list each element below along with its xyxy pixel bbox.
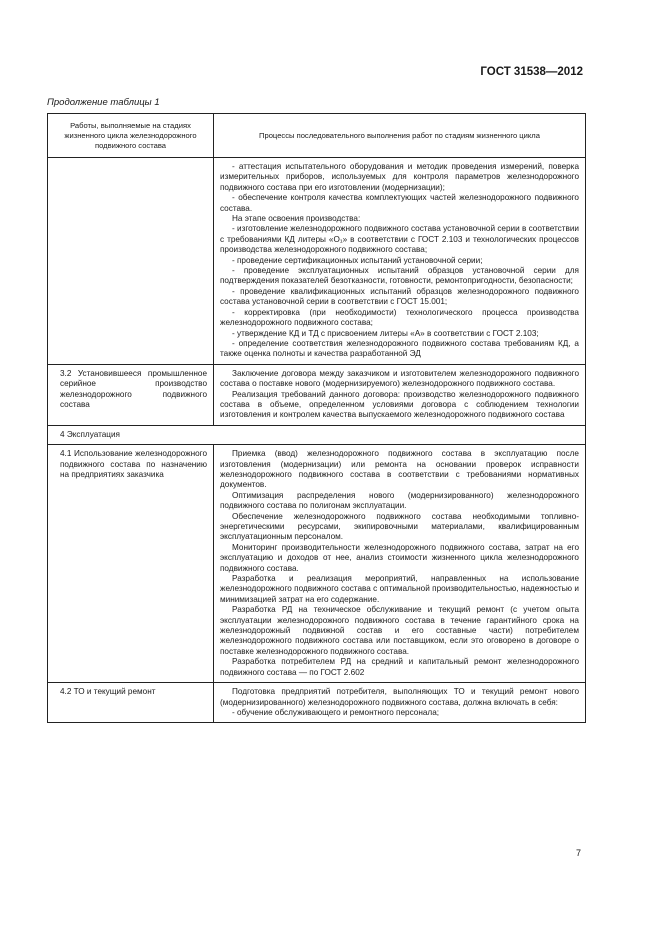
lifecycle-table — [47, 113, 586, 723]
process-paragraph: - утверждение КД и ТД с присвоением литеры «А» в соответствии с ГОСТ 2.103; — [232, 328, 539, 338]
process-paragraph: - изготовление железнодорожного подвижного состава установочной серии в соответствии с требованиями КД литеры «О₁» в соответствии с ГОСТ 2.103 и технологических процессов производства железнодорожного подвижного состава; — [220, 224, 579, 255]
table-row — [48, 683, 586, 723]
process-paragraph: На этапе освоения производства: — [232, 214, 361, 224]
process-cell — [214, 364, 586, 425]
process-cell — [214, 445, 586, 683]
table-continuation-label: Продолжение таблицы 1 — [47, 97, 160, 108]
table-row — [48, 158, 586, 365]
process-cell — [214, 683, 586, 723]
stage-cell: 4.1 Использование железнодорожного подвижного состава по назначению на предприятиях заказчика — [48, 445, 214, 683]
page-number: 7 — [575, 848, 581, 858]
section-title: 4 Эксплуатация — [48, 425, 586, 444]
table-row — [48, 364, 586, 425]
process-paragraph: - проведение квалификационных испытаний образцов железнодорожного подвижного состава установочной серии в соответствии с ГОСТ 15.001; — [220, 286, 579, 307]
process-paragraph: Подготовка предприятий потребителя, выполняющих ТО и текущий ремонт нового (модернизированного) железнодорожного подвижного состава, должна включать в себя: — [220, 687, 579, 707]
process-paragraph: - проведение эксплуатационных испытаний образцов установочной серии для подтверждения показателей безотказности, готовности, ремонтопригодности, безопасности; — [220, 266, 579, 286]
table-row — [48, 445, 586, 683]
stage-cell — [48, 158, 214, 365]
process-paragraph: - обучение обслуживающего и ремонтного персонала; — [232, 707, 440, 717]
process-paragraph: - корректировка (при необходимости) технологического процесса производства железнодорожного подвижного состава; — [220, 307, 579, 328]
process-paragraph: - проведение сертификационных испытаний установочной серии; — [232, 255, 483, 265]
process-paragraph: Приемка (ввод) железнодорожного подвижного состава в эксплуатацию после изготовления (модернизации) или ремонта на основании проверок исправности железнодорожного подвижного состава в соответствии с требованиями нормативных документов. — [220, 449, 579, 490]
process-paragraph: Разработка РД на техническое обслуживание и текущий ремонт (с учетом опыта эксплуатации железнодорожного подвижного состава в течение гарантийного срока на железнодорожный подвижной состав и его составные части) потребителем железнодорожного подвижного состава или поставщиком, если это оговорено в договоре о поставке железнодорожного подвижного состава. — [220, 605, 579, 656]
table-header-row — [48, 114, 586, 158]
process-paragraph: Обеспечение железнодорожного подвижного состава необходимыми топливно-энергетическими ресурсами, экипировочными материалами, квалифицированным эксплуатационным персоналом. — [220, 511, 579, 542]
process-cell — [214, 158, 586, 365]
stage-cell: 4.2 ТО и текущий ремонт — [48, 683, 214, 723]
process-paragraph: Реализация требований данного договора: производство железнодорожного подвижного состава в объеме, определенном условиями договора с соблюдением технологии изготовления и контролем качества выпускаемого железнодорожного подвижного состава — [220, 389, 579, 420]
process-paragraph: - обеспечение контроля качества комплектующих частей железнодорожного подвижного состава. — [220, 193, 579, 213]
process-paragraph: Оптимизация распределения нового (модернизированного) железнодорожного подвижного состава по полигонам эксплуатации. — [220, 490, 579, 511]
column-header-stages: Работы, выполняемые на стадиях жизненного цикла железнодорожного подвижного состава — [48, 114, 214, 158]
section-row — [48, 425, 586, 444]
document-code: ГОСТ 31538—2012 — [480, 66, 583, 78]
column-header-processes: Процессы последовательного выполнения работ по стадиям жизненного цикла — [214, 114, 586, 158]
stage-cell: 3.2 Установившееся промышленное серийное производство железнодорожного подвижного состава — [48, 364, 214, 425]
process-paragraph: - определение соответствия железнодорожного подвижного состава требованиям КД, а также оценка полноты и качества разработанной ЭД — [220, 338, 579, 359]
process-paragraph: - аттестация испытательного оборудования и методик проведения измерений, поверка измерительных приборов, используемых для контроля параметров железнодорожного подвижного состава при его изготовлении (модернизации); — [220, 162, 579, 192]
process-paragraph: Мониторинг производительности железнодорожного подвижного состава, затрат на его эксплуатацию и доходов от нее, анализ стоимости жизненного цикла железнодорожного подвижного состава. — [220, 542, 579, 573]
process-paragraph: Разработка и реализация мероприятий, направленных на использование железнодорожного подвижного состава с оптимальной производительностью, надежностью и минимизацией затрат на его содержание. — [220, 574, 579, 604]
process-paragraph: Заключение договора между заказчиком и изготовителем железнодорожного подвижного состава о поставке нового (модернизируемого) железнодорожного подвижного состава. — [220, 368, 579, 389]
process-paragraph: Разработка потребителем РД на средний и капитальный ремонт железнодорожного подвижного состава — по ГОСТ 2.602 — [220, 657, 579, 677]
